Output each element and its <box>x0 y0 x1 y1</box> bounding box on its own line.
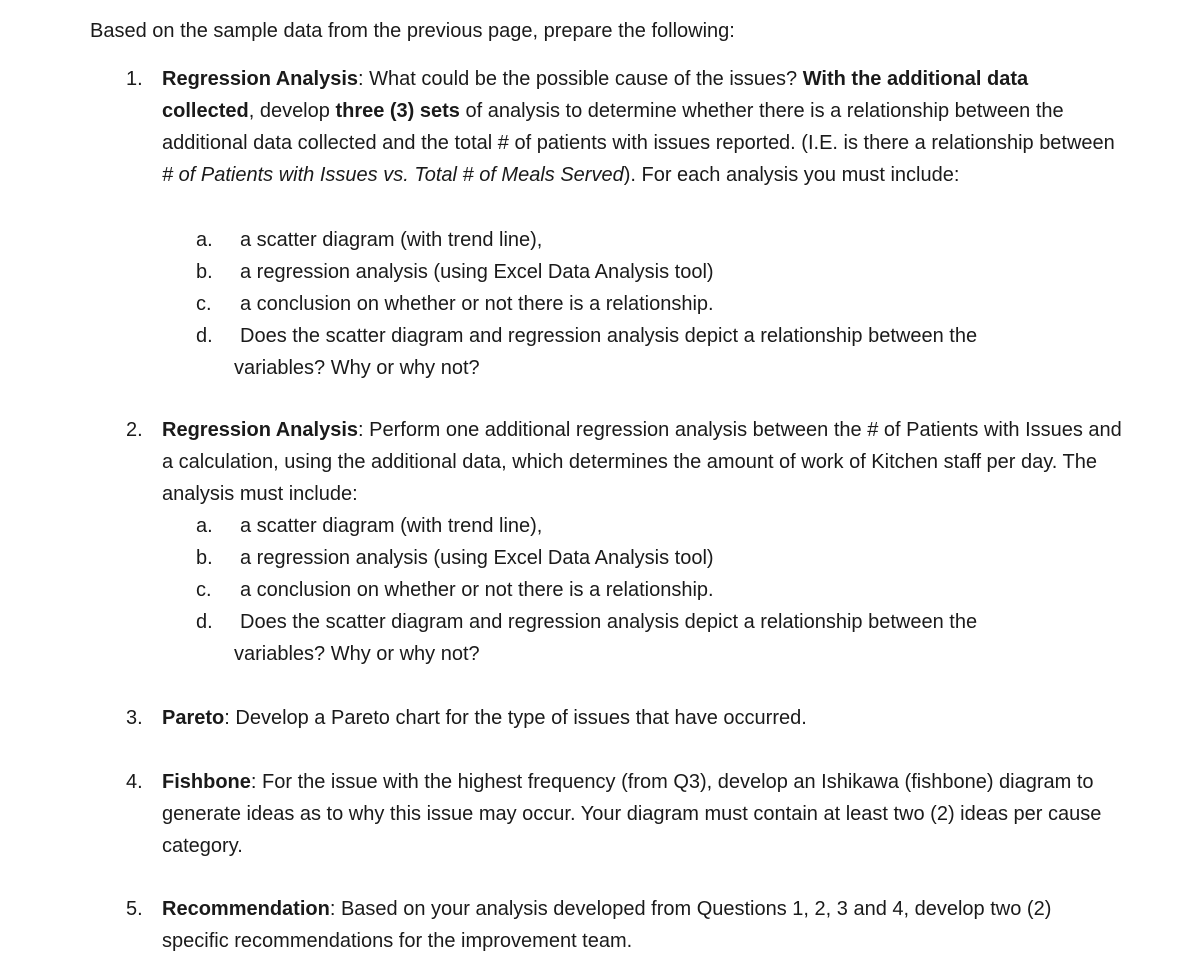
item-text: a scatter diagram (with trend line), <box>240 515 543 537</box>
item-letter: c. <box>196 293 212 315</box>
text-segment: Perform one additional regression analysis between the # of Patients with Issues and a calculation, using the additional data, which determines the amount of work of Kitchen staff per day. The analysis must include: <box>162 419 1122 505</box>
question-body <box>162 766 1122 862</box>
italic-segment: # of Patients with Issues vs. Total # of Meals Served <box>162 164 624 186</box>
text-segment: Develop a Pareto chart for the type of issues that have occurred. <box>235 707 807 729</box>
text-segment: of analysis to determine whether there is a relationship between the additional data collected and the total # of patients with issues reported. (I.E. is there a relationship between <box>162 100 1115 154</box>
item-letter: d. <box>196 611 213 633</box>
question-number: 3. <box>126 707 143 729</box>
item-letter: a. <box>196 229 213 251</box>
question-number: 1. <box>126 68 143 90</box>
question-title: Regression Analysis <box>162 68 359 90</box>
question-body <box>162 414 1122 510</box>
item-letter: c. <box>196 579 212 601</box>
text-segment: ). For each analysis you must include: <box>623 164 960 186</box>
bold-segment: three (3) sets <box>335 100 460 122</box>
item-letter: d. <box>196 325 213 347</box>
question-body <box>162 893 1122 957</box>
item-text: a conclusion on whether or not there is a relationship. <box>240 293 714 315</box>
question-body <box>162 702 1122 734</box>
question-title: Fishbone <box>162 771 251 793</box>
item-text: Does the scatter diagram and regression analysis depict a relationship between the <box>240 325 978 347</box>
question-title: Recommendation <box>162 898 330 920</box>
question-number: 2. <box>126 419 143 441</box>
question-number: 5. <box>126 898 143 920</box>
question-title: Regression Analysis <box>162 419 359 441</box>
separator: : <box>358 419 370 441</box>
intro-text: Based on the sample data from the previous page, prepare the following: <box>90 20 735 42</box>
item-letter: b. <box>196 547 213 569</box>
item-letter: b. <box>196 261 213 283</box>
item-text: Does the scatter diagram and regression analysis depict a relationship between the <box>240 611 978 633</box>
item-text-continuation: variables? Why or why not? <box>234 643 480 665</box>
text-segment: Based on your analysis developed from Questions 1, 2, 3 and 4, develop two (2) specific recommendations for the improvement team. <box>162 898 1052 952</box>
separator: : <box>250 771 263 793</box>
item-text: a scatter diagram (with trend line), <box>240 229 543 251</box>
text-segment: , develop <box>248 100 336 122</box>
separator: : <box>224 707 236 729</box>
question-title: Pareto <box>162 707 225 729</box>
item-text: a regression analysis (using Excel Data Analysis tool) <box>240 261 714 283</box>
text-segment: What could be the possible cause of the issues? <box>369 68 803 90</box>
question-body <box>162 63 1122 191</box>
text-segment: For the issue with the highest frequency (from Q3), develop an Ishikawa (fishbone) diagram to generate ideas as to why this issue may occur. Your diagram must contain at least two (2) ideas per cause category. <box>162 771 1102 857</box>
item-letter: a. <box>196 515 213 537</box>
item-text: a regression analysis (using Excel Data Analysis tool) <box>240 547 714 569</box>
question-number: 4. <box>126 771 143 793</box>
bold-segment: With the additional data collected <box>162 68 1029 122</box>
separator: : <box>329 898 341 920</box>
separator: : <box>358 68 370 90</box>
item-text: a conclusion on whether or not there is a relationship. <box>240 579 714 601</box>
item-text-continuation: variables? Why or why not? <box>234 357 480 379</box>
